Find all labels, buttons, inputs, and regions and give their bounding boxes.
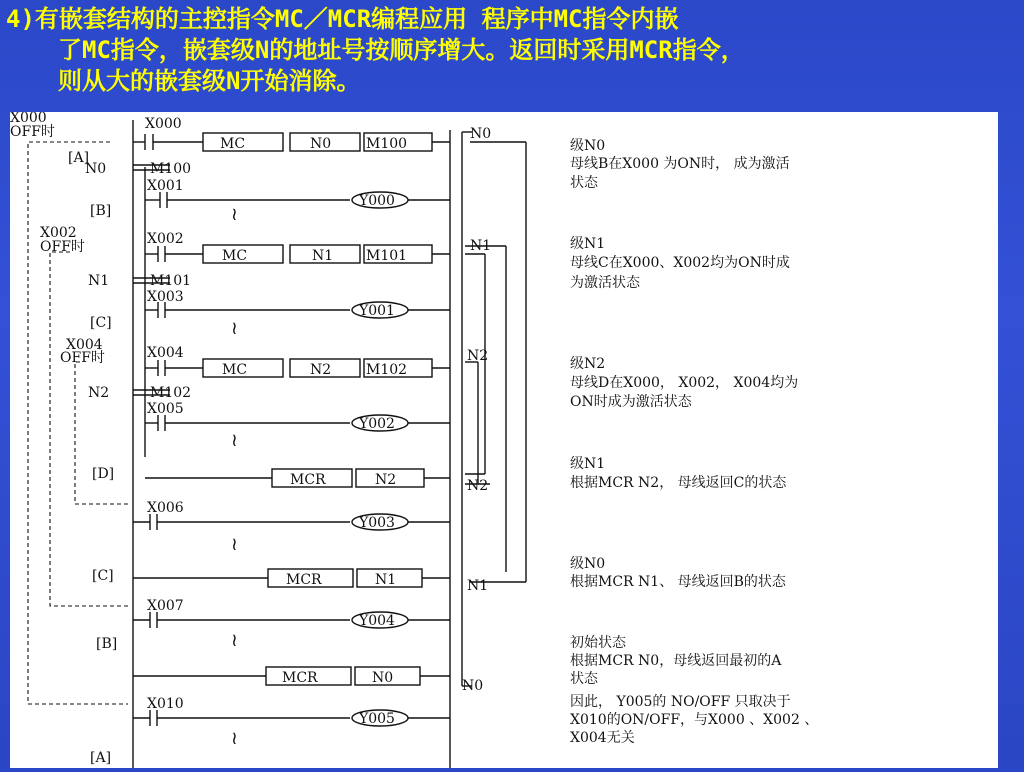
note-return-n0: [570, 556, 787, 590]
title-line-3: 则从大的嵌套级N开始消除。: [58, 67, 361, 95]
title-line-1: 4)有嵌套结构的主控指令MC／MCR编程应用 程序中MC指令内嵌: [6, 5, 679, 33]
ladder-diagram: [10, 112, 998, 768]
note-level-n0: [570, 138, 790, 191]
y002-label: Y002: [359, 416, 395, 432]
x003-label: X003: [147, 289, 184, 305]
mcr-n2-label: MCR: [290, 472, 326, 488]
x004-label: X004: [147, 345, 184, 361]
note-title: 级N2: [570, 356, 606, 372]
x002-side-label: X002: [40, 225, 77, 241]
off-label-a: OFF时: [10, 124, 55, 140]
bracket-n1-end-label: N1: [467, 578, 489, 594]
n1-contact-label: N1: [88, 273, 110, 289]
note-title: 级N1: [570, 236, 606, 252]
x001-label: X001: [147, 178, 184, 194]
x007-label: X007: [147, 598, 184, 614]
x000-label: X000: [145, 116, 182, 132]
n0-contact-label: N0: [85, 161, 107, 177]
note-level-n2: [570, 356, 798, 410]
x006-label: X006: [147, 500, 184, 516]
bus-a2-label: [A]: [90, 750, 112, 766]
y004-label: Y004: [359, 613, 395, 629]
m100-label: M100: [366, 136, 408, 152]
x010-label: X010: [147, 696, 184, 712]
mcr-n1-label: MCR: [286, 572, 322, 588]
note-line: 母线D在X000， X002， X004均为: [570, 375, 799, 391]
m101-contact-label: M101: [150, 273, 192, 289]
bus-d-label: [D]: [92, 466, 115, 482]
ladder-diagram-panel: [10, 112, 998, 768]
off-label-c: OFF时: [60, 350, 105, 366]
break-squiggle: ≀: [231, 534, 238, 555]
note-title: 初始状态: [570, 635, 626, 651]
note-conclusion: [570, 694, 818, 746]
note-line: 根据MCR N1、 母线返回B的状态: [570, 574, 786, 590]
mcr-n0-label: MCR: [282, 670, 318, 686]
mc-n1-label: MC: [222, 248, 248, 264]
m102-label: M102: [366, 362, 408, 378]
bus-c-label: [C]: [90, 315, 112, 331]
bus-c2-label: [C]: [92, 568, 114, 584]
bracket-n0-label: N0: [470, 126, 492, 142]
note-line: X004无关: [570, 730, 635, 746]
note-line: 状态: [570, 175, 598, 191]
note-line: 状态: [570, 671, 598, 687]
y001-label: Y001: [359, 303, 395, 319]
x005-label: X005: [147, 401, 184, 417]
x002-label: X002: [147, 231, 184, 247]
note-initial-state: [570, 635, 782, 687]
m102-contact-label: M102: [150, 385, 192, 401]
note-line: X010的ON/OFF，与X000 、X002 、: [570, 712, 819, 728]
y003-label: Y003: [359, 515, 395, 531]
x000-side-label: X000: [10, 112, 47, 126]
mcr-n1-operand: N1: [375, 572, 397, 588]
mcr-n2-operand: N2: [375, 472, 397, 488]
note-title: 因此， Y005的 NO/OFF 只取决于: [570, 694, 791, 710]
n2-contact-label: N2: [88, 385, 110, 401]
n2-label: N2: [310, 362, 332, 378]
mc-n2-label: MC: [222, 362, 248, 378]
note-title: 级N0: [570, 138, 606, 154]
n0-label: N0: [310, 136, 332, 152]
break-squiggle: ≀: [231, 728, 238, 749]
m100-contact-label: M100: [150, 161, 192, 177]
note-line: 为激活状态: [570, 275, 640, 291]
note-line: 母线C在X000、X002均为ON时成: [570, 255, 790, 271]
note-return-n1: [570, 456, 787, 491]
bus-b-label: [B]: [90, 203, 112, 219]
off-label-b: OFF时: [40, 239, 85, 255]
y000-label: Y000: [359, 193, 395, 209]
mcr-n0-operand: N0: [372, 670, 394, 686]
bracket-n2-end-label: N2: [467, 478, 489, 494]
bus-a-label: [A]: [68, 150, 90, 166]
note-title: 级N1: [570, 456, 606, 472]
note-line: 根据MCR N0，母线返回最初的A: [570, 653, 782, 669]
note-line: 根据MCR N2， 母线返回C的状态: [570, 475, 787, 491]
note-line: 母线B在X000 为ON时， 成为激活: [570, 156, 790, 172]
note-line: ON时成为激活状态: [570, 394, 692, 410]
bracket-n2-label: N2: [467, 348, 489, 364]
m101-label: M101: [366, 248, 408, 264]
y005-label: Y005: [359, 711, 395, 727]
break-squiggle: ≀: [231, 430, 238, 451]
x004-side-label: X004: [66, 337, 103, 353]
bracket-n0-end-label: N0: [462, 678, 484, 694]
note-title: 级N0: [570, 556, 606, 572]
title-line-2: 了MC指令，嵌套级N的地址号按顺序增大。返回时采用MCR指令，: [58, 36, 745, 64]
bracket-n1-label: N1: [470, 238, 492, 254]
break-squiggle: ≀: [231, 630, 238, 651]
mc-n0-label: MC: [220, 136, 246, 152]
n1-label: N1: [312, 248, 334, 264]
break-squiggle: ≀: [231, 318, 238, 339]
break-squiggle: ≀: [231, 204, 238, 225]
slide-title: [6, 4, 1016, 97]
note-level-n1: [570, 236, 790, 291]
bus-b2-label: [B]: [96, 636, 118, 652]
